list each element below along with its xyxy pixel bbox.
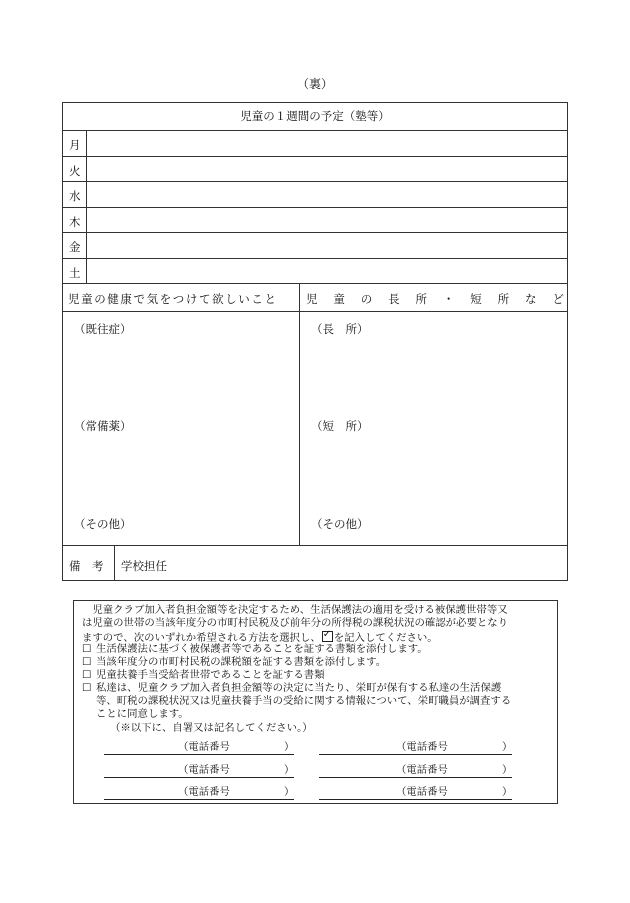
signature-line[interactable]: （電話番号 ） <box>104 785 294 800</box>
day-wednesday: 水 <box>69 189 81 203</box>
day-tuesday: 火 <box>69 164 81 178</box>
day-thursday: 木 <box>69 215 81 229</box>
child-info-table <box>62 102 568 581</box>
day-monday: 月 <box>69 138 81 152</box>
remarks-label: 備 考 <box>69 559 104 573</box>
checkmark-box-icon <box>322 631 333 642</box>
remarks-value: 学校担任 <box>121 559 167 573</box>
consent-intro-3: ますので、次のいずれか希望される方法を選択し、✓ を記入してください。 <box>82 630 552 645</box>
history-label: （既往症） <box>74 322 132 336</box>
health-right-header: 児 童 の 長 所 ・ 短 所 な ど <box>306 292 564 306</box>
day-friday: 金 <box>69 240 81 254</box>
option-welfare[interactable]: ☐ 生活保護法に基づく被保護者等であることを証する書類を添付します。 <box>82 643 428 655</box>
checkbox-welfare[interactable]: ☐ <box>82 643 92 655</box>
page-title: （裏） <box>296 77 333 91</box>
consent-agree-2: 等、町税の課税状況又は児童扶養手当の受給に関する情報について、栄町職員が調査する <box>96 695 512 707</box>
consent-intro-2: は児童の世帯の当該年度分の市町村民税及び前年分の所得税の課税状況の確認が必要となり <box>82 617 509 629</box>
health-other-label: （その他） <box>74 517 132 531</box>
signature-line[interactable]: （電話番号 ） <box>319 740 512 755</box>
checkbox-municipal-tax[interactable]: ☐ <box>82 656 92 668</box>
health-left-header: 児童の健康で気をつけて欲しいこと <box>68 292 278 306</box>
schedule-title: 児童の１週間の予定（塾等） <box>240 109 390 123</box>
option-municipal-tax[interactable]: ☐ 当該年度分の市町村民税の課税額を証する書類を添付します。 <box>82 656 387 668</box>
signature-line[interactable]: （電話番号 ） <box>104 740 294 755</box>
signature-line[interactable]: （電話番号 ） <box>319 763 512 778</box>
signature-line[interactable]: （電話番号 ） <box>319 785 512 800</box>
sign-note: （※以下に、自署又は記名してください。） <box>110 722 313 734</box>
strength-label: （長 所） <box>311 322 369 336</box>
checkbox-consent[interactable]: ☐ <box>82 682 92 694</box>
medicine-label: （常備薬） <box>74 419 132 433</box>
consent-intro-1: 児童クラブ加入者負担金額等を決定するため、生活保護法の適用を受ける被保護世帯等又 <box>82 604 508 616</box>
consent-box <box>73 600 558 804</box>
signature-line[interactable]: （電話番号 ） <box>104 763 294 778</box>
consent-agree-3: ことに同意します。 <box>96 708 189 720</box>
option-consent[interactable]: ☐ 私達は、児童クラブ加入者負担金額等の決定に当たり、栄町が保有する私達の生活保護 <box>82 682 502 694</box>
day-saturday: 土 <box>69 266 81 280</box>
option-child-allowance[interactable]: ☐ 児童扶養手当受給者世帯であることを証する書類 <box>82 669 325 681</box>
weakness-label: （短 所） <box>311 419 369 433</box>
trait-other-label: （その他） <box>311 517 369 531</box>
checkbox-child-allowance[interactable]: ☐ <box>82 669 92 681</box>
